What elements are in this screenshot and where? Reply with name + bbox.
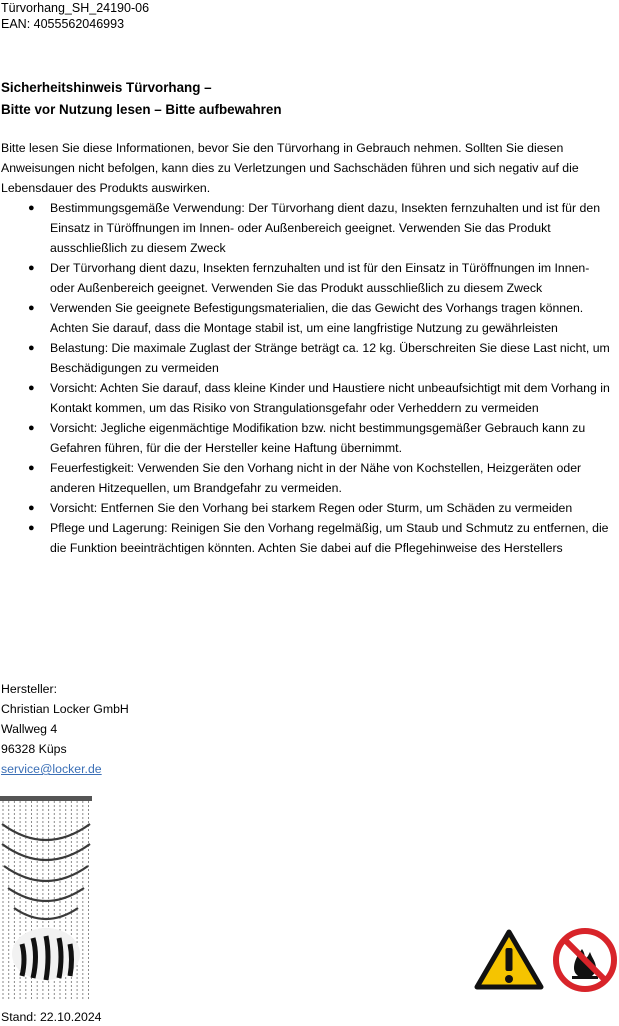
page-subtitle: Bitte vor Nutzung lesen – Bitte aufbewahren: [1, 102, 282, 117]
bullet-icon: ●: [28, 202, 35, 214]
ean-code: EAN: 4055562046993: [1, 17, 125, 31]
bullet-icon: ●: [28, 262, 35, 274]
bullet-icon: ●: [28, 422, 35, 434]
manufacturer-city: 96328 Küps: [1, 742, 67, 756]
bullet-icon: ●: [28, 462, 35, 474]
list-item: [0, 458, 615, 498]
manufacturer-name: Christian Locker GmbH: [1, 702, 129, 716]
bullet-icon: ●: [28, 522, 35, 534]
page-title: Sicherheitshinweis Türvorhang –: [1, 80, 212, 95]
manufacturer-label: Hersteller:: [1, 682, 58, 696]
curtain-stripe-pattern: [12, 928, 80, 980]
bead-curtain-photo: [0, 794, 92, 1000]
list-item-text: Verwenden Sie geeignete Befestigungsmaterialien, die das Gewicht des Vorhangs tragen können. Achten Sie darauf, dass die Montage stabil ist, um eine langfristige Nutzung zu gewährleisten: [50, 301, 584, 335]
list-item: [0, 258, 615, 298]
no-open-flame-icon: [552, 927, 618, 993]
bullet-icon: ●: [28, 342, 35, 354]
list-item: [0, 498, 615, 518]
list-item: [0, 298, 615, 338]
bullet-icon: ●: [28, 382, 35, 394]
list-item: [0, 378, 615, 418]
safety-list: [0, 198, 619, 558]
intro-paragraph: Bitte lesen Sie diese Informationen, bevor Sie den Türvorhang in Gebrauch nehmen. Sollten Sie diesen Anweisungen nicht befolgen, kann dies zu Verletzungen und Sachschäden führen und sich negativ auf die Lebensdauer des Produkts auswirken.: [1, 141, 579, 196]
list-item: [0, 338, 615, 378]
list-item: [0, 418, 615, 458]
curtain-rod: [0, 796, 92, 801]
product-code: Türvorhang_SH_24190-06: [1, 1, 150, 15]
bullet-icon: ●: [28, 302, 35, 314]
list-item-text: Pflege und Lagerung: Reinigen Sie den Vorhang regelmäßig, um Staub und Schmutz zu entfernen, die die Funktion beeinträchtigen könnten. Achten Sie dabei auf die Pflegehinweise des Herstellers: [50, 521, 609, 555]
bullet-icon: ●: [28, 502, 35, 514]
warning-triangle-icon: [474, 929, 544, 991]
list-item: [0, 198, 615, 258]
manufacturer-street: Wallweg 4: [1, 722, 58, 736]
list-item-text: Feuerfestigkeit: Verwenden Sie den Vorhang nicht in der Nähe von Kochstellen, Heizgeräten oder anderen Hitzequellen, um Brandgefahr zu vermeiden.: [50, 461, 582, 495]
issue-date: Stand: 22.10.2024: [1, 1010, 102, 1024]
manufacturer-email-link[interactable]: service@locker.de: [1, 762, 102, 776]
list-item-text: Belastung: Die maximale Zuglast der Stränge beträgt ca. 12 kg. Überschreiten Sie diese Last nicht, um Beschädigungen zu vermeiden: [50, 341, 610, 375]
list-item-text: Bestimmungsgemäße Verwendung: Der Türvorhang dient dazu, Insekten fernzuhalten und ist für den Einsatz in Türöffnungen im Innen- oder Außenbereich geeignet. Verwenden Sie das Produkt ausschließlich zu diesem Zweck: [50, 201, 601, 255]
list-item-text: Vorsicht: Entfernen Sie den Vorhang bei starkem Regen oder Sturm, um Schäden zu vermeiden: [50, 501, 573, 515]
list-item-text: Vorsicht: Jegliche eigenmächtige Modifikation bzw. nicht bestimmungsgemäßer Gebrauch kann zu Gefahren führen, für die der Hersteller keine Haftung übernimmt.: [50, 421, 586, 455]
list-item-text: Der Türvorhang dient dazu, Insekten fernzuhalten und ist für den Einsatz in Türöffnungen im Innen- oder Außenbereich geeignet. Verwenden Sie das Produkt ausschließlich zu diesem Zweck: [50, 261, 590, 295]
list-item: [0, 518, 615, 558]
list-item-text: Vorsicht: Achten Sie darauf, dass kleine Kinder und Haustiere nicht unbeaufsichtigt mit dem Vorhang in Kontakt kommen, um das Risiko von Strangulationsgefahr oder Verheddern zu vermeiden: [50, 381, 610, 415]
